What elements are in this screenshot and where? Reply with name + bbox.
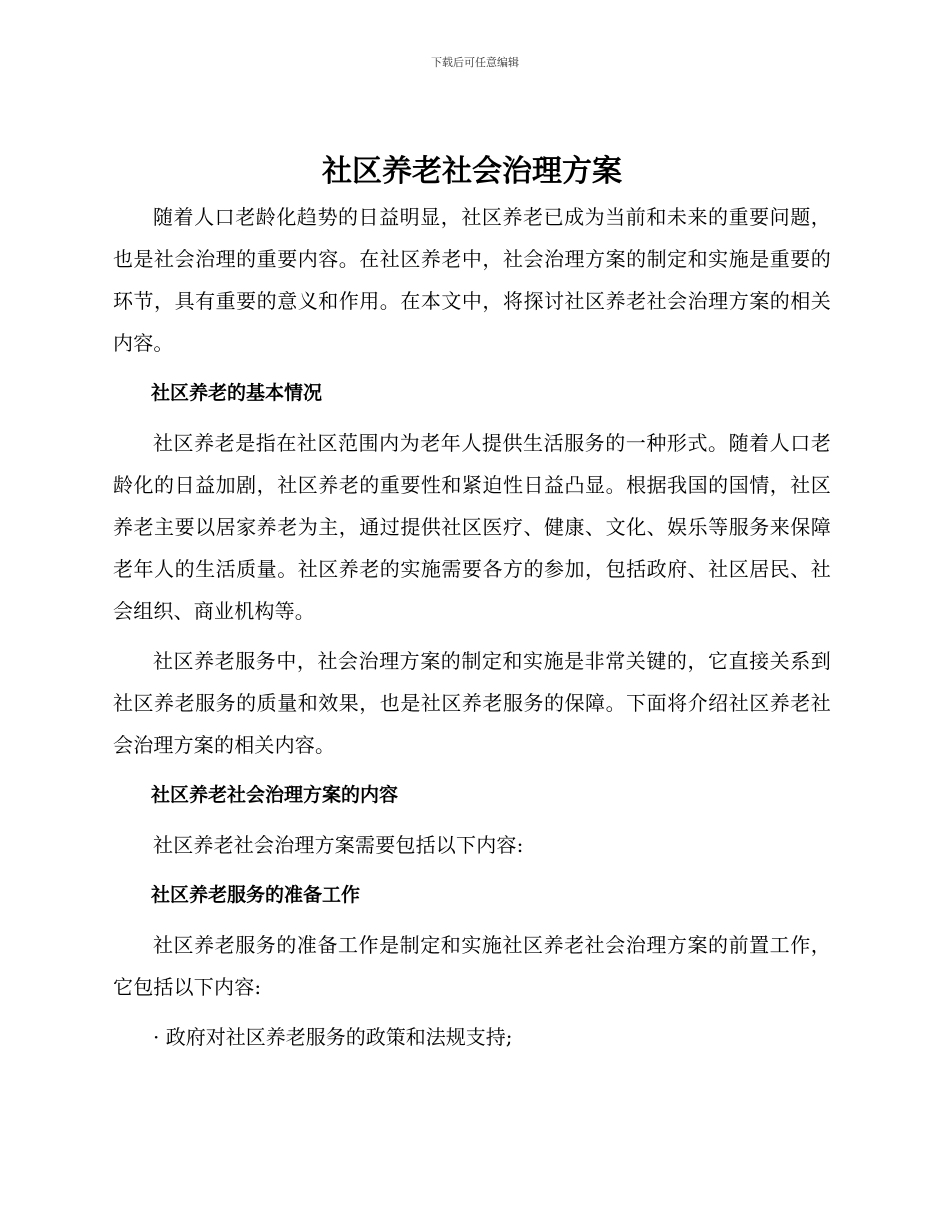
paragraph-plan-content: 社区养老社会治理方案需要包括以下内容:: [153, 833, 524, 857]
paragraph-governance-importance: 社区养老服务中，社会治理方案的制定和实施是非常关键的，它直接关系到社区养老服务的质量和效果，也是社区养老服务的保障。下面将介绍社区养老社会治理方案的相关内容。: [113, 649, 831, 757]
document-title: 社区养老社会治理方案: [322, 154, 622, 189]
section-heading-plan-content: 社区养老社会治理方案的内容: [151, 784, 399, 806]
list-item: · 政府对社区养老服务的政策和法规支持;: [153, 1025, 513, 1049]
document-body: [113, 148, 831, 1058]
section-heading-basic-situation: 社区养老的基本情况: [151, 382, 323, 404]
paragraph-basic-situation: 社区养老是指在社区范围内为老年人提供生活服务的一种形式。随着人口老龄化的日益加剧，社区养老的重要性和紧迫性日益凸显。根据我国的国情，社区养老主要以居家养老为主，通过提供社区医疗、健康、文化、娱乐等服务来保障老年人的生活质量。社区养老的实施需要各方的参加，包括政府、社区居民、社会组织、商业机构等。: [113, 431, 831, 623]
section-heading-preparation: 社区养老服务的准备工作: [151, 884, 361, 906]
header-note: 下载后可任意编辑: [431, 56, 519, 69]
paragraph-intro: 随着人口老龄化趋势的日益明显，社区养老已成为当前和未来的重要问题，也是社会治理的重要内容。在社区养老中，社会治理方案的制定和实施是重要的环节，具有重要的意义和作用。在本文中，将探讨社区养老社会治理方案的相关内容。: [113, 205, 831, 355]
paragraph-preparation: 社区养老服务的准备工作是制定和实施社区养老社会治理方案的前置工作，它包括以下内容:: [113, 933, 831, 999]
